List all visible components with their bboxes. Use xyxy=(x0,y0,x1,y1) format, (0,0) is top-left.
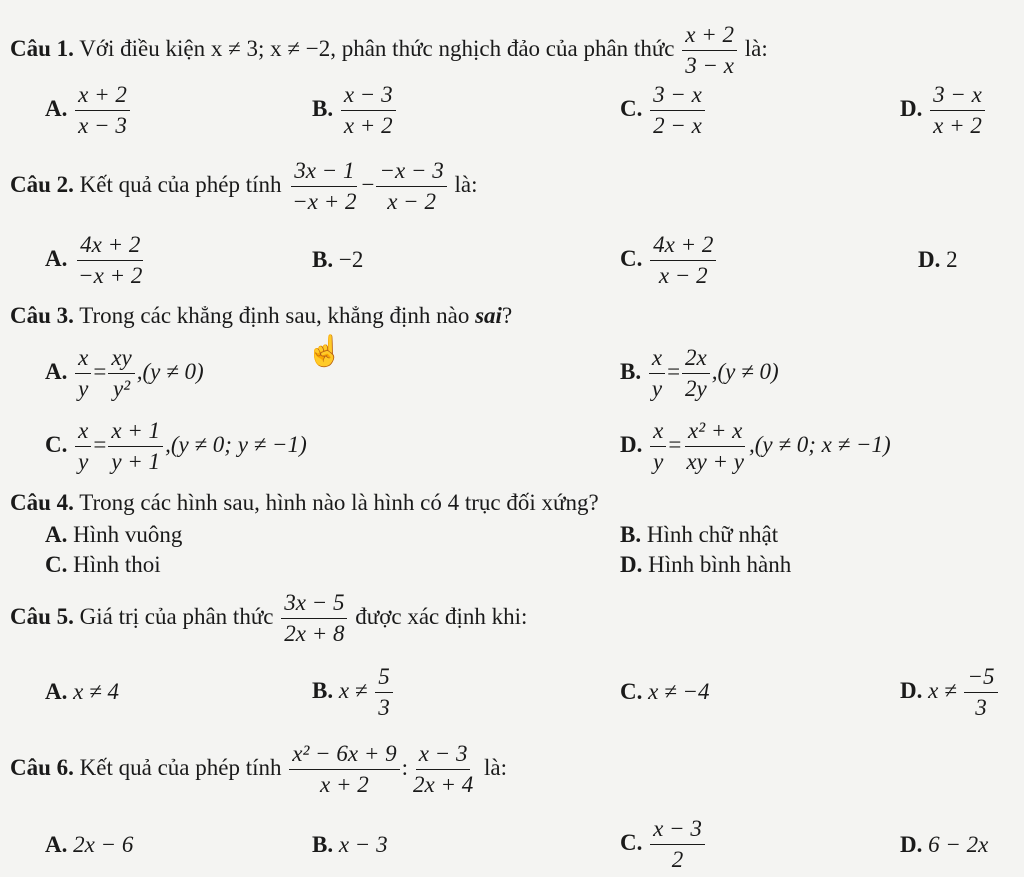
fraction-numerator: −x − 3 xyxy=(376,158,446,187)
fraction-denominator: y xyxy=(651,376,663,401)
fraction-numerator: x² − 6x + 9 xyxy=(289,741,399,770)
fraction xyxy=(375,664,393,721)
option-value: Hình bình hành xyxy=(648,552,792,577)
question-5-stem xyxy=(10,590,527,647)
option-label: D. xyxy=(900,832,923,857)
q3-option-a[interactable]: A. $\frac{x}{y}$ = $\frac{xy}{\text{y²}}$ ,(y ≠ 0) xyxy=(45,345,204,401)
fraction-numerator: 4x + 2 xyxy=(650,232,716,261)
fraction xyxy=(376,158,446,215)
fraction-denominator: 2y xyxy=(685,376,707,401)
fraction-numerator: x + 1 xyxy=(108,418,163,447)
fraction-numerator: 3 − x xyxy=(650,82,705,111)
fraction-numerator: x − 3 xyxy=(416,741,471,770)
option-value: Hình vuông xyxy=(73,522,183,547)
q2-option-d[interactable] xyxy=(918,247,958,273)
option-label: C. xyxy=(620,245,643,271)
option-label: A. xyxy=(45,358,68,384)
q3-option-b[interactable]: B. $\frac{x}{y}$ = $\frac{2x}{2y}$ ,(y ≠ 0) xyxy=(620,345,779,401)
fraction-denominator: y xyxy=(653,449,664,474)
question-emphasis: sai xyxy=(475,303,502,328)
question-text: Với điều kiện x ≠ 3; x ≠ −2, phân thức nghịch đảo của phân thức xyxy=(79,35,675,61)
fraction-denominator: 3 xyxy=(975,695,987,720)
fraction-denominator: −x + 2 xyxy=(78,263,143,288)
question-1-stem xyxy=(10,22,768,79)
option-value: x ≠ xyxy=(928,677,957,703)
question-text-end: là: xyxy=(454,171,478,197)
fraction-denominator: 3 xyxy=(378,695,390,720)
option-value: x ≠ −4 xyxy=(648,679,710,704)
q2-option-a[interactable] xyxy=(45,232,147,289)
fraction-denominator: x + 2 xyxy=(933,113,982,138)
fraction-denominator: xy + y xyxy=(686,449,744,474)
option-label: D. xyxy=(900,677,923,703)
option-value: 2x − 6 xyxy=(73,832,134,857)
option-value: x ≠ xyxy=(338,677,368,703)
question-text-end: là: xyxy=(744,35,768,61)
option-label: C. xyxy=(620,679,643,704)
fraction-denominator: x − 2 xyxy=(387,189,436,214)
fraction-numerator: 4x + 2 xyxy=(77,232,143,261)
fraction xyxy=(682,22,737,79)
fraction-denominator: x + 2 xyxy=(343,113,393,138)
option-label: C. xyxy=(620,829,643,855)
fraction xyxy=(75,345,91,402)
operator: : xyxy=(401,754,408,780)
question-text: Trong các khẳng định sau, khẳng định nào xyxy=(79,303,470,328)
fraction-numerator: x − 3 xyxy=(650,816,705,845)
fraction xyxy=(650,232,716,289)
q6-option-b[interactable] xyxy=(312,832,388,858)
option-label: D. xyxy=(620,552,643,577)
q3-option-d[interactable]: D. $\frac{x}{y}$ = $\frac{\text{x² + x}}{xy + y}$ ,(y ≠ 0; x ≠ −1) xyxy=(620,418,891,474)
fraction xyxy=(289,158,359,215)
fraction xyxy=(683,418,747,475)
option-value: −2 xyxy=(338,247,364,272)
question-label: Câu 4. xyxy=(10,490,74,515)
option-label: D. xyxy=(620,431,643,457)
fraction-numerator: x² + x xyxy=(685,418,745,447)
fraction xyxy=(75,418,91,475)
q6-option-a[interactable] xyxy=(45,832,133,858)
fraction-numerator: x + 2 xyxy=(75,82,130,111)
fraction-numerator: x − 3 xyxy=(341,82,396,111)
fraction-numerator: x xyxy=(75,345,91,374)
fraction xyxy=(108,345,134,402)
option-label: A. xyxy=(45,679,68,704)
question-label: Câu 2. xyxy=(10,171,74,197)
option-value: Hình thoi xyxy=(73,552,161,577)
option-label: D. xyxy=(918,247,941,272)
fraction xyxy=(650,82,705,139)
fraction-numerator: 3x − 5 xyxy=(281,590,347,619)
fraction-numerator: x xyxy=(75,418,91,447)
fraction-numerator: x xyxy=(649,345,665,374)
q5-option-b[interactable] xyxy=(312,664,395,721)
fraction xyxy=(682,345,710,402)
fraction-denominator: −x + 2 xyxy=(292,189,357,214)
option-label: B. xyxy=(312,832,334,857)
option-label: B. xyxy=(312,677,334,703)
fraction-denominator: 3 − x xyxy=(685,53,734,78)
q4-option-a[interactable] xyxy=(45,522,182,548)
option-label: C. xyxy=(620,95,643,121)
hand-cursor-icon: ☝ xyxy=(306,335,344,368)
option-label: B. xyxy=(620,358,642,384)
condition: ,(y ≠ 0) xyxy=(711,358,779,384)
option-label: A. xyxy=(45,522,68,547)
fraction-numerator: 3 − x xyxy=(930,82,985,111)
q6-option-c[interactable] xyxy=(620,816,707,873)
option-label: C. xyxy=(45,431,68,457)
question-text-end: được xác định khi: xyxy=(355,603,528,629)
question-label: Câu 1. xyxy=(10,35,74,61)
fraction xyxy=(650,816,705,873)
fraction-denominator: x + 2 xyxy=(320,772,369,797)
q2-option-b[interactable] xyxy=(312,247,363,273)
option-label: C. xyxy=(45,552,68,577)
fraction-denominator: 2x + 4 xyxy=(412,772,474,797)
fraction-numerator: x xyxy=(650,418,666,447)
question-text-end: là: xyxy=(483,754,507,780)
question-4-stem xyxy=(10,490,599,516)
fraction-denominator: y xyxy=(78,449,89,474)
fraction-denominator: x − 2 xyxy=(658,263,708,288)
option-label: A. xyxy=(45,245,68,271)
question-text: Giá trị của phân thức xyxy=(79,603,274,629)
q3-option-c[interactable]: C. $\frac{x}{y}$ = $\frac{x + 1}{y + 1}$ ,(y ≠ 0; y ≠ −1) xyxy=(45,418,307,474)
condition: ,(y ≠ 0; x ≠ −1) xyxy=(748,431,891,457)
option-value: x ≠ 4 xyxy=(73,679,119,704)
q6-option-d[interactable] xyxy=(900,832,988,858)
fraction-denominator: x − 3 xyxy=(78,113,127,138)
q1-option-a[interactable] xyxy=(45,82,132,139)
option-value: 2 xyxy=(946,247,958,272)
q4-option-d[interactable] xyxy=(620,552,791,578)
fraction xyxy=(289,741,399,798)
operator: − xyxy=(361,171,375,197)
fraction xyxy=(108,418,163,475)
fraction xyxy=(649,345,665,402)
q1-option-b[interactable] xyxy=(312,82,398,139)
fraction-numerator: 3x − 1 xyxy=(291,158,357,187)
fraction xyxy=(75,82,130,139)
option-value: Hình chữ nhật xyxy=(646,522,779,547)
question-label: Câu 6. xyxy=(10,754,74,780)
question-text: Trong các hình sau, hình nào là hình có 4 trục đối xứng? xyxy=(79,490,599,515)
fraction-denominator: 2 xyxy=(671,847,684,872)
fraction-denominator: 2 − x xyxy=(653,113,702,138)
fraction xyxy=(341,82,396,139)
fraction-denominator: y xyxy=(78,376,89,401)
fraction xyxy=(75,232,145,289)
fraction-numerator: x + 2 xyxy=(682,22,737,51)
option-value: x − 3 xyxy=(338,832,388,857)
fraction xyxy=(281,590,347,647)
option-value: 6 − 2x xyxy=(928,832,989,857)
option-label: A. xyxy=(45,95,68,121)
fraction xyxy=(650,418,666,475)
fraction xyxy=(964,664,997,721)
q1-option-c[interactable] xyxy=(620,82,707,139)
option-label: A. xyxy=(45,832,68,857)
fraction-numerator: 2x xyxy=(682,345,710,374)
fraction-numerator: xy xyxy=(108,345,134,374)
option-label: B. xyxy=(312,247,334,272)
fraction-numerator: 5 xyxy=(375,664,393,693)
fraction-denominator: y² xyxy=(112,376,131,401)
question-3-stem xyxy=(10,303,512,329)
question-6-stem xyxy=(10,741,507,798)
condition: ,(y ≠ 0; y ≠ −1) xyxy=(165,431,307,457)
q5-option-a[interactable] xyxy=(45,679,119,705)
question-text: Kết quả của phép tính xyxy=(79,171,282,197)
option-label: B. xyxy=(312,95,334,121)
q5-option-c[interactable] xyxy=(620,679,709,705)
fraction-denominator: y + 1 xyxy=(111,449,161,474)
fraction-denominator: 2x + 8 xyxy=(284,621,345,646)
question-label: Câu 3. xyxy=(10,303,74,328)
fraction-numerator: −5 xyxy=(964,664,997,693)
option-label: D. xyxy=(900,95,923,121)
question-label: Câu 5. xyxy=(10,603,74,629)
q4-option-c[interactable] xyxy=(45,552,161,578)
fraction xyxy=(410,741,476,798)
question-2-stem xyxy=(10,158,477,215)
q2-option-c[interactable] xyxy=(620,232,718,289)
q5-option-d[interactable] xyxy=(900,664,1000,721)
option-label: B. xyxy=(620,522,642,547)
q4-option-b[interactable] xyxy=(620,522,778,548)
question-text-end: ? xyxy=(501,303,513,328)
fraction xyxy=(930,82,985,139)
q1-option-d[interactable] xyxy=(900,82,987,139)
condition: ,(y ≠ 0) xyxy=(136,358,204,384)
question-text: Kết quả của phép tính xyxy=(79,754,282,780)
